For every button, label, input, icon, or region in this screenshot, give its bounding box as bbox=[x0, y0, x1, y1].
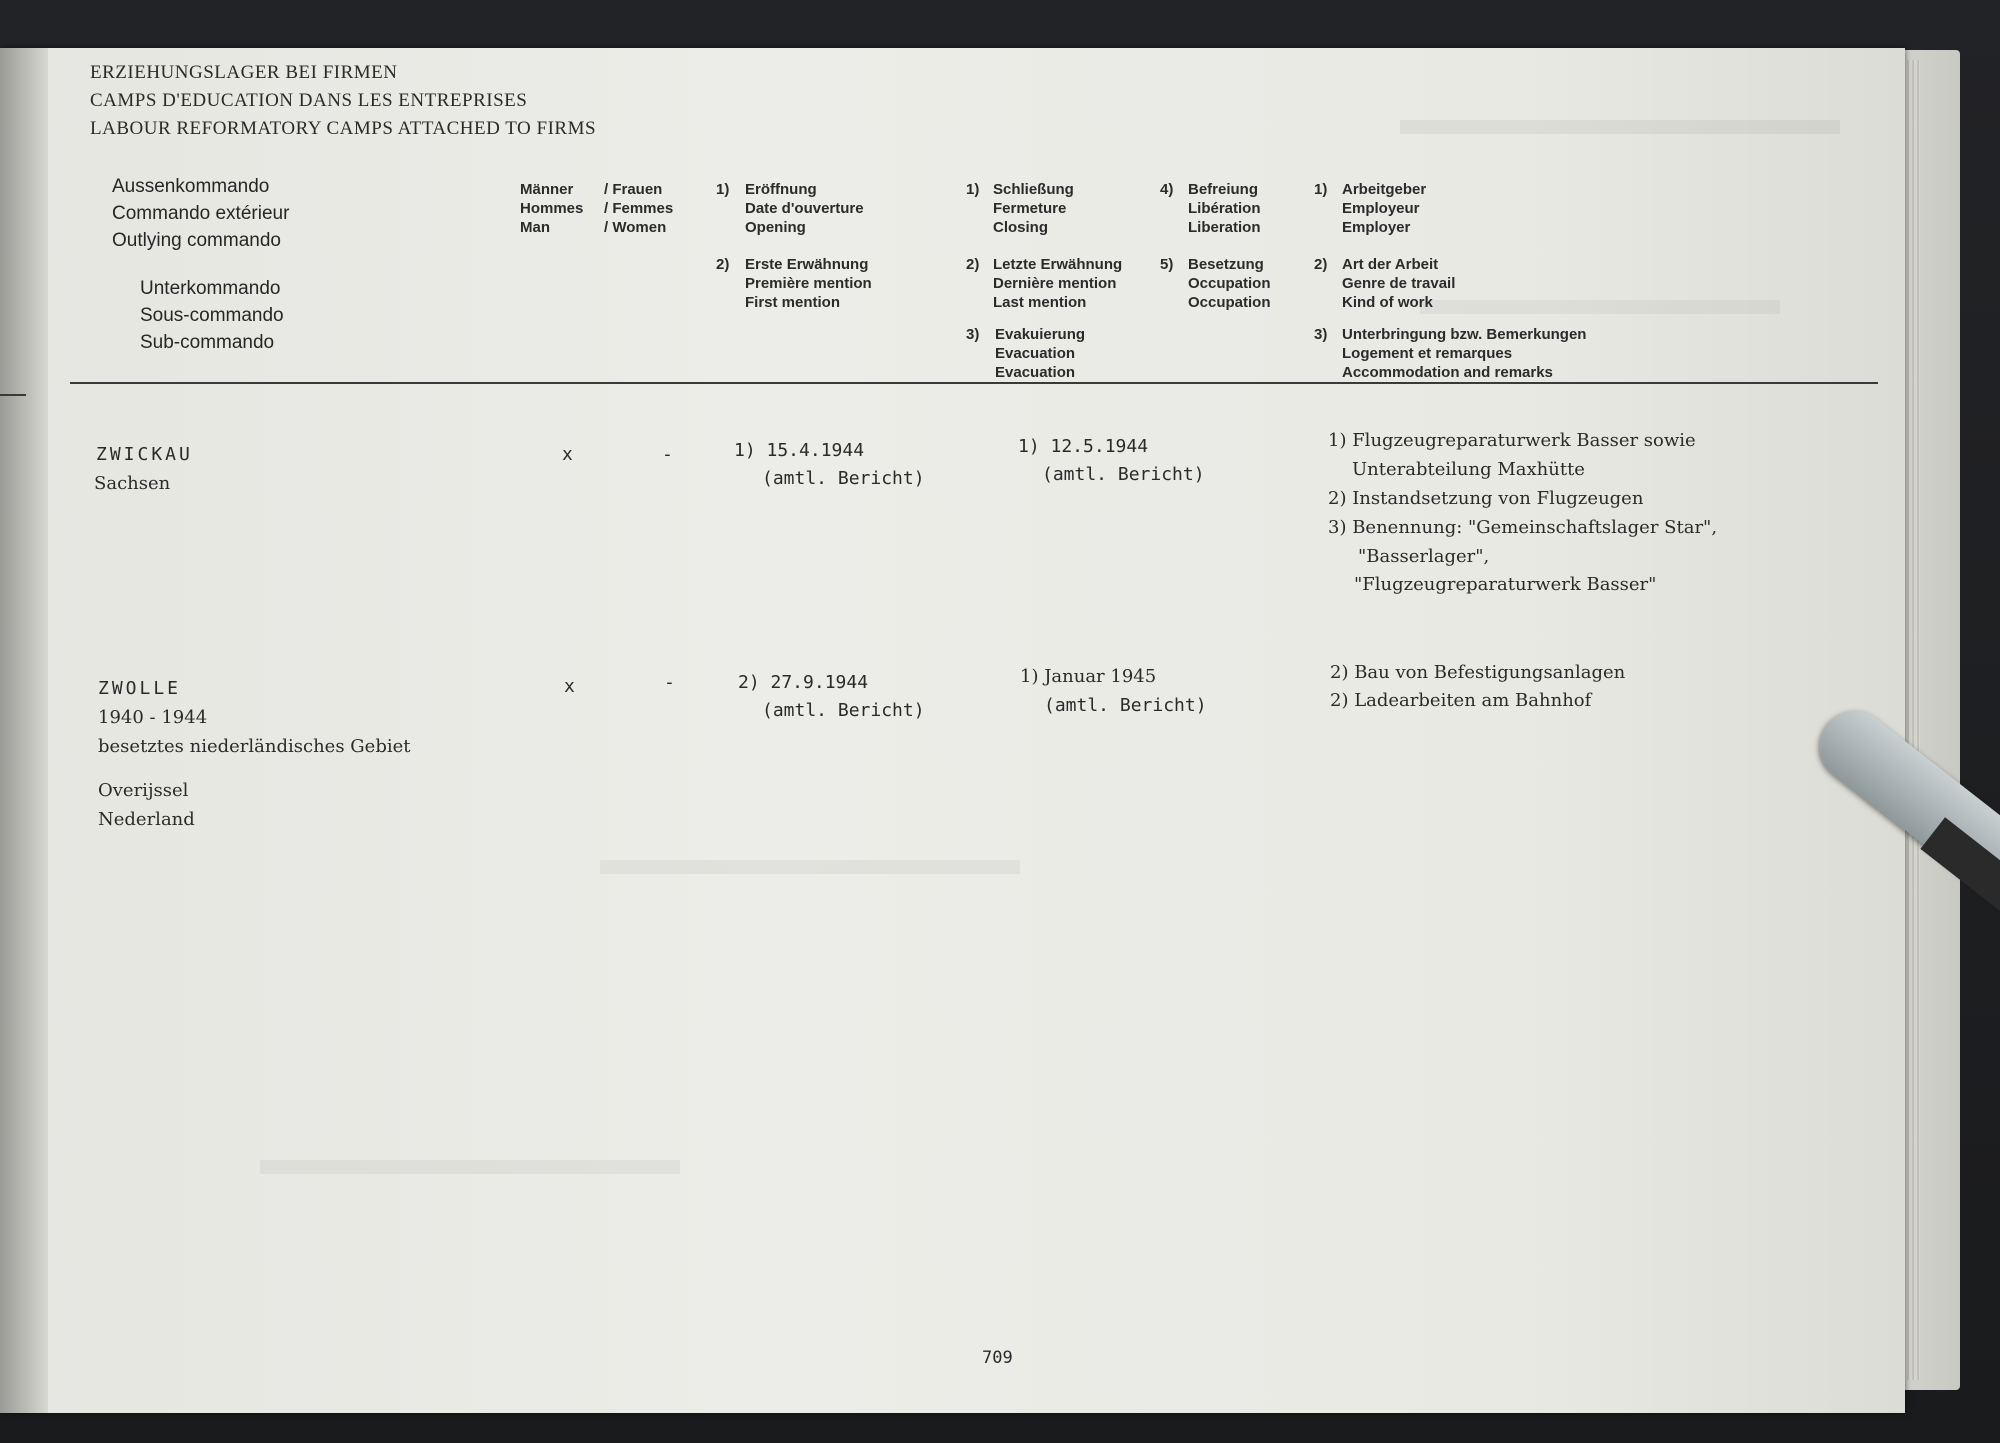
entry-remark: 1) Flugzeugreparaturwerk Basser sowie bbox=[1328, 430, 1696, 451]
entry-region: Sachsen bbox=[94, 473, 171, 494]
entry-name: ZWICKAU bbox=[96, 444, 193, 465]
page-number: 709 bbox=[982, 1348, 1013, 1368]
legend-first-mention-num: 2) bbox=[716, 256, 730, 273]
legend-employer: Arbeitgeber Employeur Employer bbox=[1342, 181, 1427, 236]
entry-opening-source: (amtl. Bericht) bbox=[762, 468, 925, 489]
legend-employer-num: 1) bbox=[1314, 181, 1328, 198]
legend-commando-en: Outlying commando bbox=[112, 230, 281, 251]
legend-subcommando-de: Unterkommando bbox=[140, 278, 281, 299]
legend-first-mention: Erste Erwähnung Première mention First mention bbox=[745, 256, 872, 311]
entry-remark: 2) Bau von Befestigungsanlagen bbox=[1330, 662, 1626, 683]
legend-men: Männer Hommes Man bbox=[520, 181, 584, 236]
heading-french: CAMPS D'EDUCATION DANS LES ENTREPRISES bbox=[90, 90, 528, 111]
legend-last-mention: Letzte Erwähnung Dernière mention Last mention bbox=[993, 256, 1123, 311]
legend-commando-fr: Commando extérieur bbox=[112, 203, 290, 224]
legend-women: / Frauen / Femmes / Women bbox=[604, 181, 674, 236]
legend-occupation-num: 5) bbox=[1160, 256, 1174, 273]
entry-women-mark: - bbox=[662, 444, 673, 465]
legend-evacuation-num: 3) bbox=[966, 326, 980, 343]
entry-dates: 1940 - 1944 bbox=[98, 707, 208, 728]
header-rule-left bbox=[0, 394, 26, 396]
legend-remarks-num: 3) bbox=[1314, 326, 1328, 343]
entry-remark: "Flugzeugreparaturwerk Basser" bbox=[1354, 574, 1657, 595]
entry-remark: Unterabteilung Maxhütte bbox=[1352, 459, 1585, 480]
legend-kind-of-work: Art der Arbeit Genre de travail Kind of work bbox=[1342, 256, 1456, 311]
legend-liberation: Befreiung Libération Liberation bbox=[1188, 181, 1261, 236]
legend-closing-num: 1) bbox=[966, 181, 980, 198]
bleed-through bbox=[1400, 120, 1840, 134]
entry-closing-date: 1) Januar 1945 bbox=[1020, 666, 1157, 687]
entry-remark: "Basserlager", bbox=[1358, 546, 1490, 567]
entry-opening-date: 2) 27.9.1944 bbox=[738, 672, 869, 693]
heading-german: ERZIEHUNGSLAGER BEI FIRMEN bbox=[90, 62, 398, 83]
entry-closing-date: 1) 12.5.1944 bbox=[1018, 436, 1149, 457]
book-binding bbox=[0, 48, 48, 1413]
bleed-through bbox=[1420, 300, 1780, 314]
entry-women-mark: - bbox=[664, 672, 675, 693]
legend-opening-num: 1) bbox=[716, 181, 730, 198]
bleed-through bbox=[600, 860, 1020, 874]
entry-remark: 2) Ladearbeiten am Bahnhof bbox=[1330, 690, 1592, 711]
entry-remark: 2) Instandsetzung von Flugzeugen bbox=[1328, 488, 1644, 509]
entry-closing-source: (amtl. Bericht) bbox=[1044, 695, 1207, 716]
heading-english: LABOUR REFORMATORY CAMPS ATTACHED TO FIRMS bbox=[90, 118, 597, 139]
entry-remark: 3) Benennung: "Gemeinschaftslager Star", bbox=[1328, 517, 1718, 538]
legend-opening: Eröffnung Date d'ouverture Opening bbox=[745, 181, 864, 236]
legend-subcommando-en: Sub-commando bbox=[140, 332, 275, 353]
legend-closing: Schließung Fermeture Closing bbox=[993, 181, 1074, 236]
legend-liberation-num: 4) bbox=[1160, 181, 1174, 198]
entry-country: Nederland bbox=[98, 809, 195, 830]
bleed-through bbox=[260, 1160, 680, 1174]
legend-occupation: Besetzung Occupation Occupation bbox=[1188, 256, 1271, 311]
entry-men-mark: x bbox=[562, 444, 573, 465]
legend-remarks: Unterbringung bzw. Bemerkungen Logement et remarques Accommodation and remarks bbox=[1342, 326, 1587, 381]
entry-province: Overijssel bbox=[98, 780, 189, 801]
legend-commando-de: Aussenkommando bbox=[112, 176, 270, 197]
book-page bbox=[0, 48, 1905, 1413]
legend-kind-of-work-num: 2) bbox=[1314, 256, 1328, 273]
entry-men-mark: x bbox=[564, 676, 575, 697]
entry-region: besetztes niederländisches Gebiet bbox=[98, 736, 411, 757]
legend-evacuation: Evakuierung Evacuation Evacuation bbox=[995, 326, 1086, 381]
entry-opening-date: 1) 15.4.1944 bbox=[734, 440, 865, 461]
entry-closing-source: (amtl. Bericht) bbox=[1042, 464, 1205, 485]
legend-subcommando-fr: Sous-commando bbox=[140, 305, 284, 326]
entry-opening-source: (amtl. Bericht) bbox=[762, 700, 925, 721]
entry-name: ZWOLLE bbox=[98, 678, 182, 699]
header-rule bbox=[70, 382, 1878, 384]
legend-last-mention-num: 2) bbox=[966, 256, 980, 273]
